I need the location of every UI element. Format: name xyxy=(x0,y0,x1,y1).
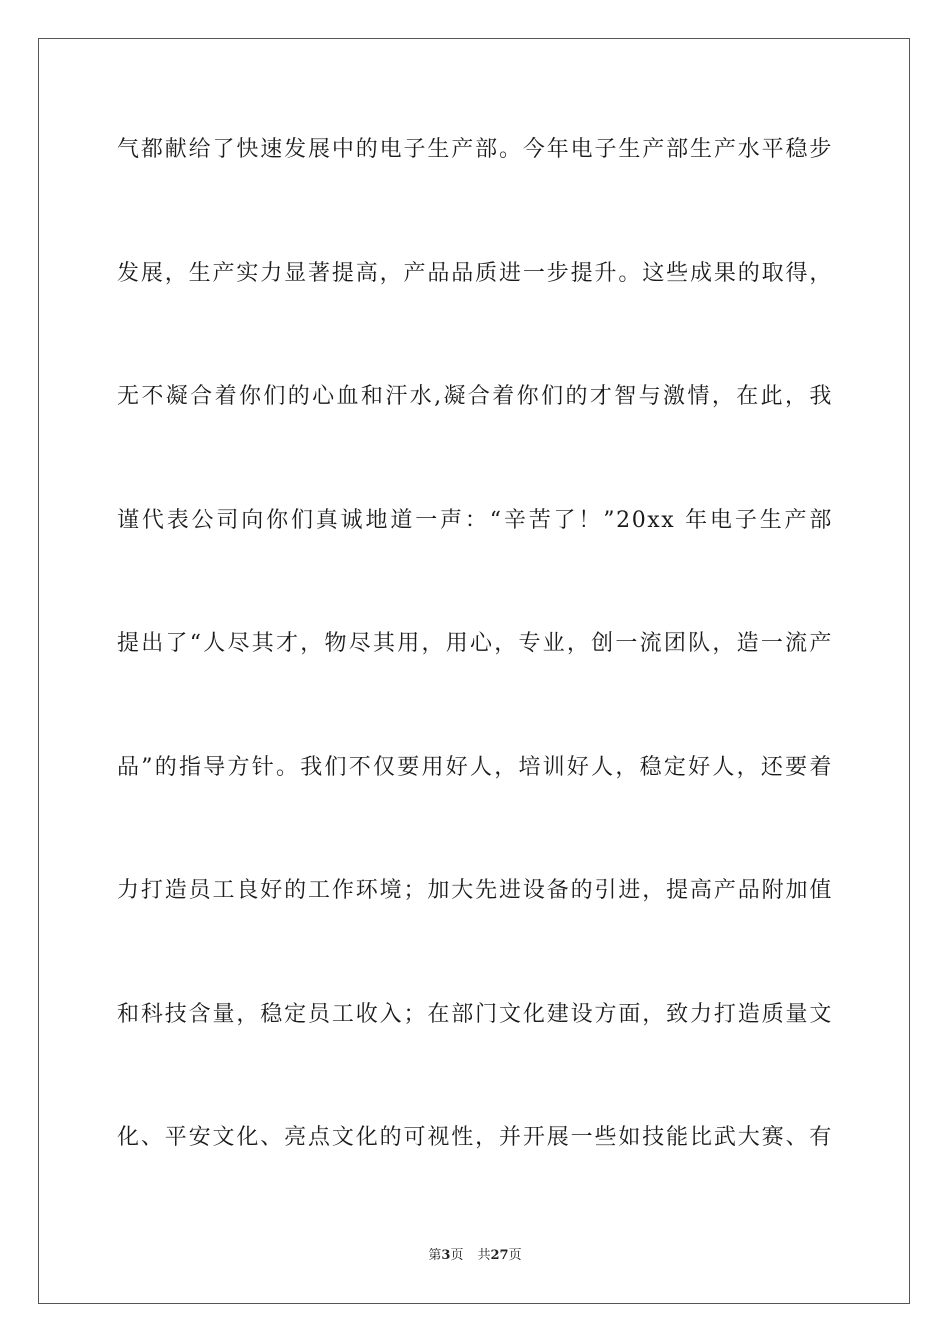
text-line: 提出了“人尽其才，物尽其用，用心，专业，创一流团队，造一流产 xyxy=(117,631,833,656)
page-prefix: 第 xyxy=(428,1248,442,1263)
text-line: 发展，生产实力显著提高，产品品质进一步提升。这些成果的取得， xyxy=(117,260,833,286)
text-line: 气都献给了快速发展中的电子生产部。今年电子生产部生产水平稳步 xyxy=(117,137,833,162)
total-page-count: 27 xyxy=(490,1248,509,1263)
page-footer xyxy=(0,1246,950,1266)
text-line: 力打造员工良好的工作环境；加大先进设备的引进，提高产品附加值 xyxy=(117,878,833,903)
total-prefix: 共 xyxy=(477,1248,491,1263)
text-line: 品”的指导方针。我们不仅要用好人，培训好人，稳定好人，还要着 xyxy=(117,754,833,780)
text-line: 和科技含量，稳定员工收入；在部门文化建设方面，致力打造质量文 xyxy=(117,1001,833,1027)
text-line: 化、平安文化、亮点文化的可视性，并开展一些如技能比武大赛、有 xyxy=(117,1125,833,1150)
page-unit: 页 xyxy=(450,1248,464,1263)
text-line: 无不凝合着你们的心血和汗水,凝合着你们的才智与激情，在此，我 xyxy=(117,384,833,409)
total-unit: 页 xyxy=(508,1248,522,1263)
current-page-number: 3 xyxy=(441,1248,451,1263)
document-body xyxy=(117,124,833,1236)
text-line: 谨代表公司向你们真诚地道一声：“辛苦了！”20xx 年电子生产部 xyxy=(117,507,833,533)
